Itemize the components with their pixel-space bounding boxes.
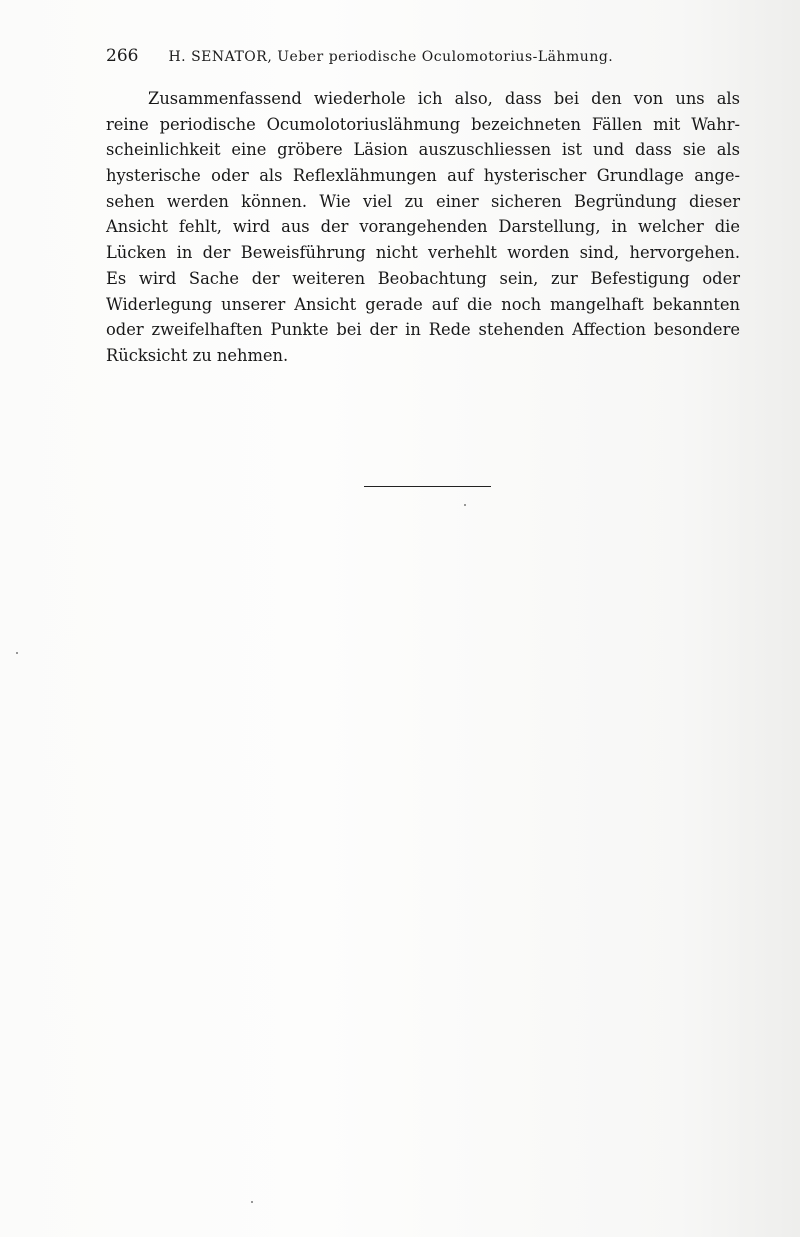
page-number: 266 — [106, 46, 139, 66]
text-line: sehen werden können. Wie viel zu einer sicheren Begründung dieser — [106, 191, 740, 211]
text-line: Lücken in der Beweisführung nicht verhehlt worden sind, hervorgehen. — [106, 243, 740, 263]
text-line: Es wird Sache der weiteren Beobachtung sein, zur Befestigung oder — [106, 268, 740, 288]
text-line: Ansicht fehlt, wird aus der vorangehenden Darstellung, in welcher die — [106, 217, 740, 237]
running-head — [106, 46, 766, 66]
text-line: scheinlichkeit eine gröbere Läsion auszuschliessen ist und dass sie als — [106, 140, 740, 160]
text-line: hysterische oder als Reflexlähmungen auf hysterischer Grundlage ange- — [106, 166, 740, 186]
text-line: reine periodische Ocumolotoriuslähmung bezeichneten Fällen mit Wahr- — [106, 114, 740, 134]
section-end-rule — [364, 486, 491, 487]
paper-speck — [251, 1201, 253, 1203]
paper-speck — [464, 504, 466, 506]
body-paragraph — [106, 86, 740, 369]
text-line: Zusammenfassend wiederhole ich also, dass bei den von uns als — [148, 89, 740, 108]
paper-speck — [16, 652, 18, 654]
running-title: H. SENATOR, Ueber periodische Oculomotorius-Lähmung. — [168, 49, 614, 65]
text-line: Widerlegung unserer Ansicht gerade auf die noch mangelhaft bekannten — [106, 294, 740, 314]
text-line: oder zweifelhaften Punkte bei der in Rede stehenden Affection besondere — [106, 320, 740, 340]
text-line: Rücksicht zu nehmen. — [106, 345, 289, 365]
